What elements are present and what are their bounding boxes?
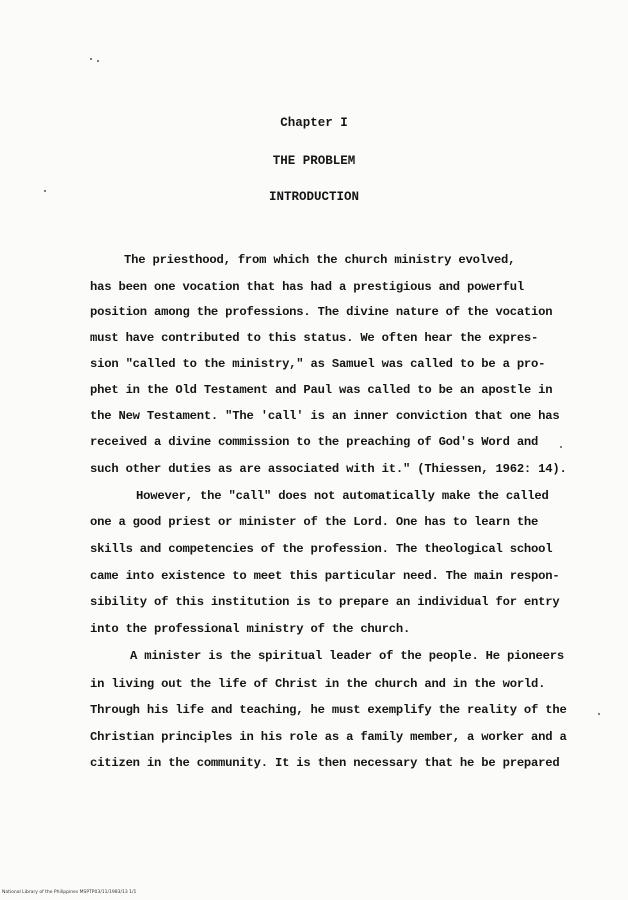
scan-speck — [44, 190, 46, 192]
text-line: A minister is the spiritual leader of the people. He pioneers — [130, 649, 564, 663]
text-line: must have contributed to this status. We often hear the expres- — [90, 331, 539, 345]
text-line: position among the professions. The divine nature of the vocation — [90, 305, 553, 319]
scan-footer: National Library of the Philippines MSPTP03/11/1983/13 1/1 — [2, 890, 137, 895]
text-line: such other duties as are associated with it." (Thiessen, 1962: 14). — [90, 462, 567, 476]
scan-speck — [560, 446, 562, 448]
text-line: has been one vocation that has had a prestigious and powerful — [90, 280, 524, 294]
scan-speck — [97, 60, 99, 62]
text-line: The priesthood, from which the church ministry evolved, — [124, 253, 516, 267]
text-line: one a good priest or minister of the Lord. One has to learn the — [90, 515, 539, 529]
text-line: However, the "call" does not automatically make the called — [136, 489, 549, 503]
text-line: in living out the life of Christ in the church and in the world. — [90, 677, 546, 691]
scan-speck — [90, 58, 92, 60]
text-line: sion "called to the ministry," as Samuel was called to be a pro- — [90, 357, 546, 371]
text-line: came into existence to meet this particular need. The main respon- — [90, 569, 560, 583]
text-line: the New Testament. "The 'call' is an inner conviction that one has — [90, 409, 560, 423]
text-line: sibility of this institution is to prepare an individual for entry — [90, 595, 560, 609]
chapter-number: Chapter I — [280, 116, 348, 130]
text-line: citizen in the community. It is then necessary that he be prepared — [90, 756, 560, 770]
text-line: into the professional ministry of the church. — [90, 622, 411, 636]
scan-speck — [598, 713, 600, 715]
chapter-title: THE PROBLEM — [272, 154, 356, 168]
text-line: received a divine commission to the preaching of God's Word and — [90, 435, 539, 449]
text-line: phet in the Old Testament and Paul was called to be an apostle in — [90, 383, 553, 397]
text-line: Christian principles in his role as a family member, a worker and a — [90, 730, 567, 744]
text-line: Through his life and teaching, he must exemplify the reality of the — [90, 703, 567, 717]
text-line: skills and competencies of the profession. The theological school — [90, 542, 553, 556]
section-heading: INTRODUCTION — [268, 190, 359, 204]
